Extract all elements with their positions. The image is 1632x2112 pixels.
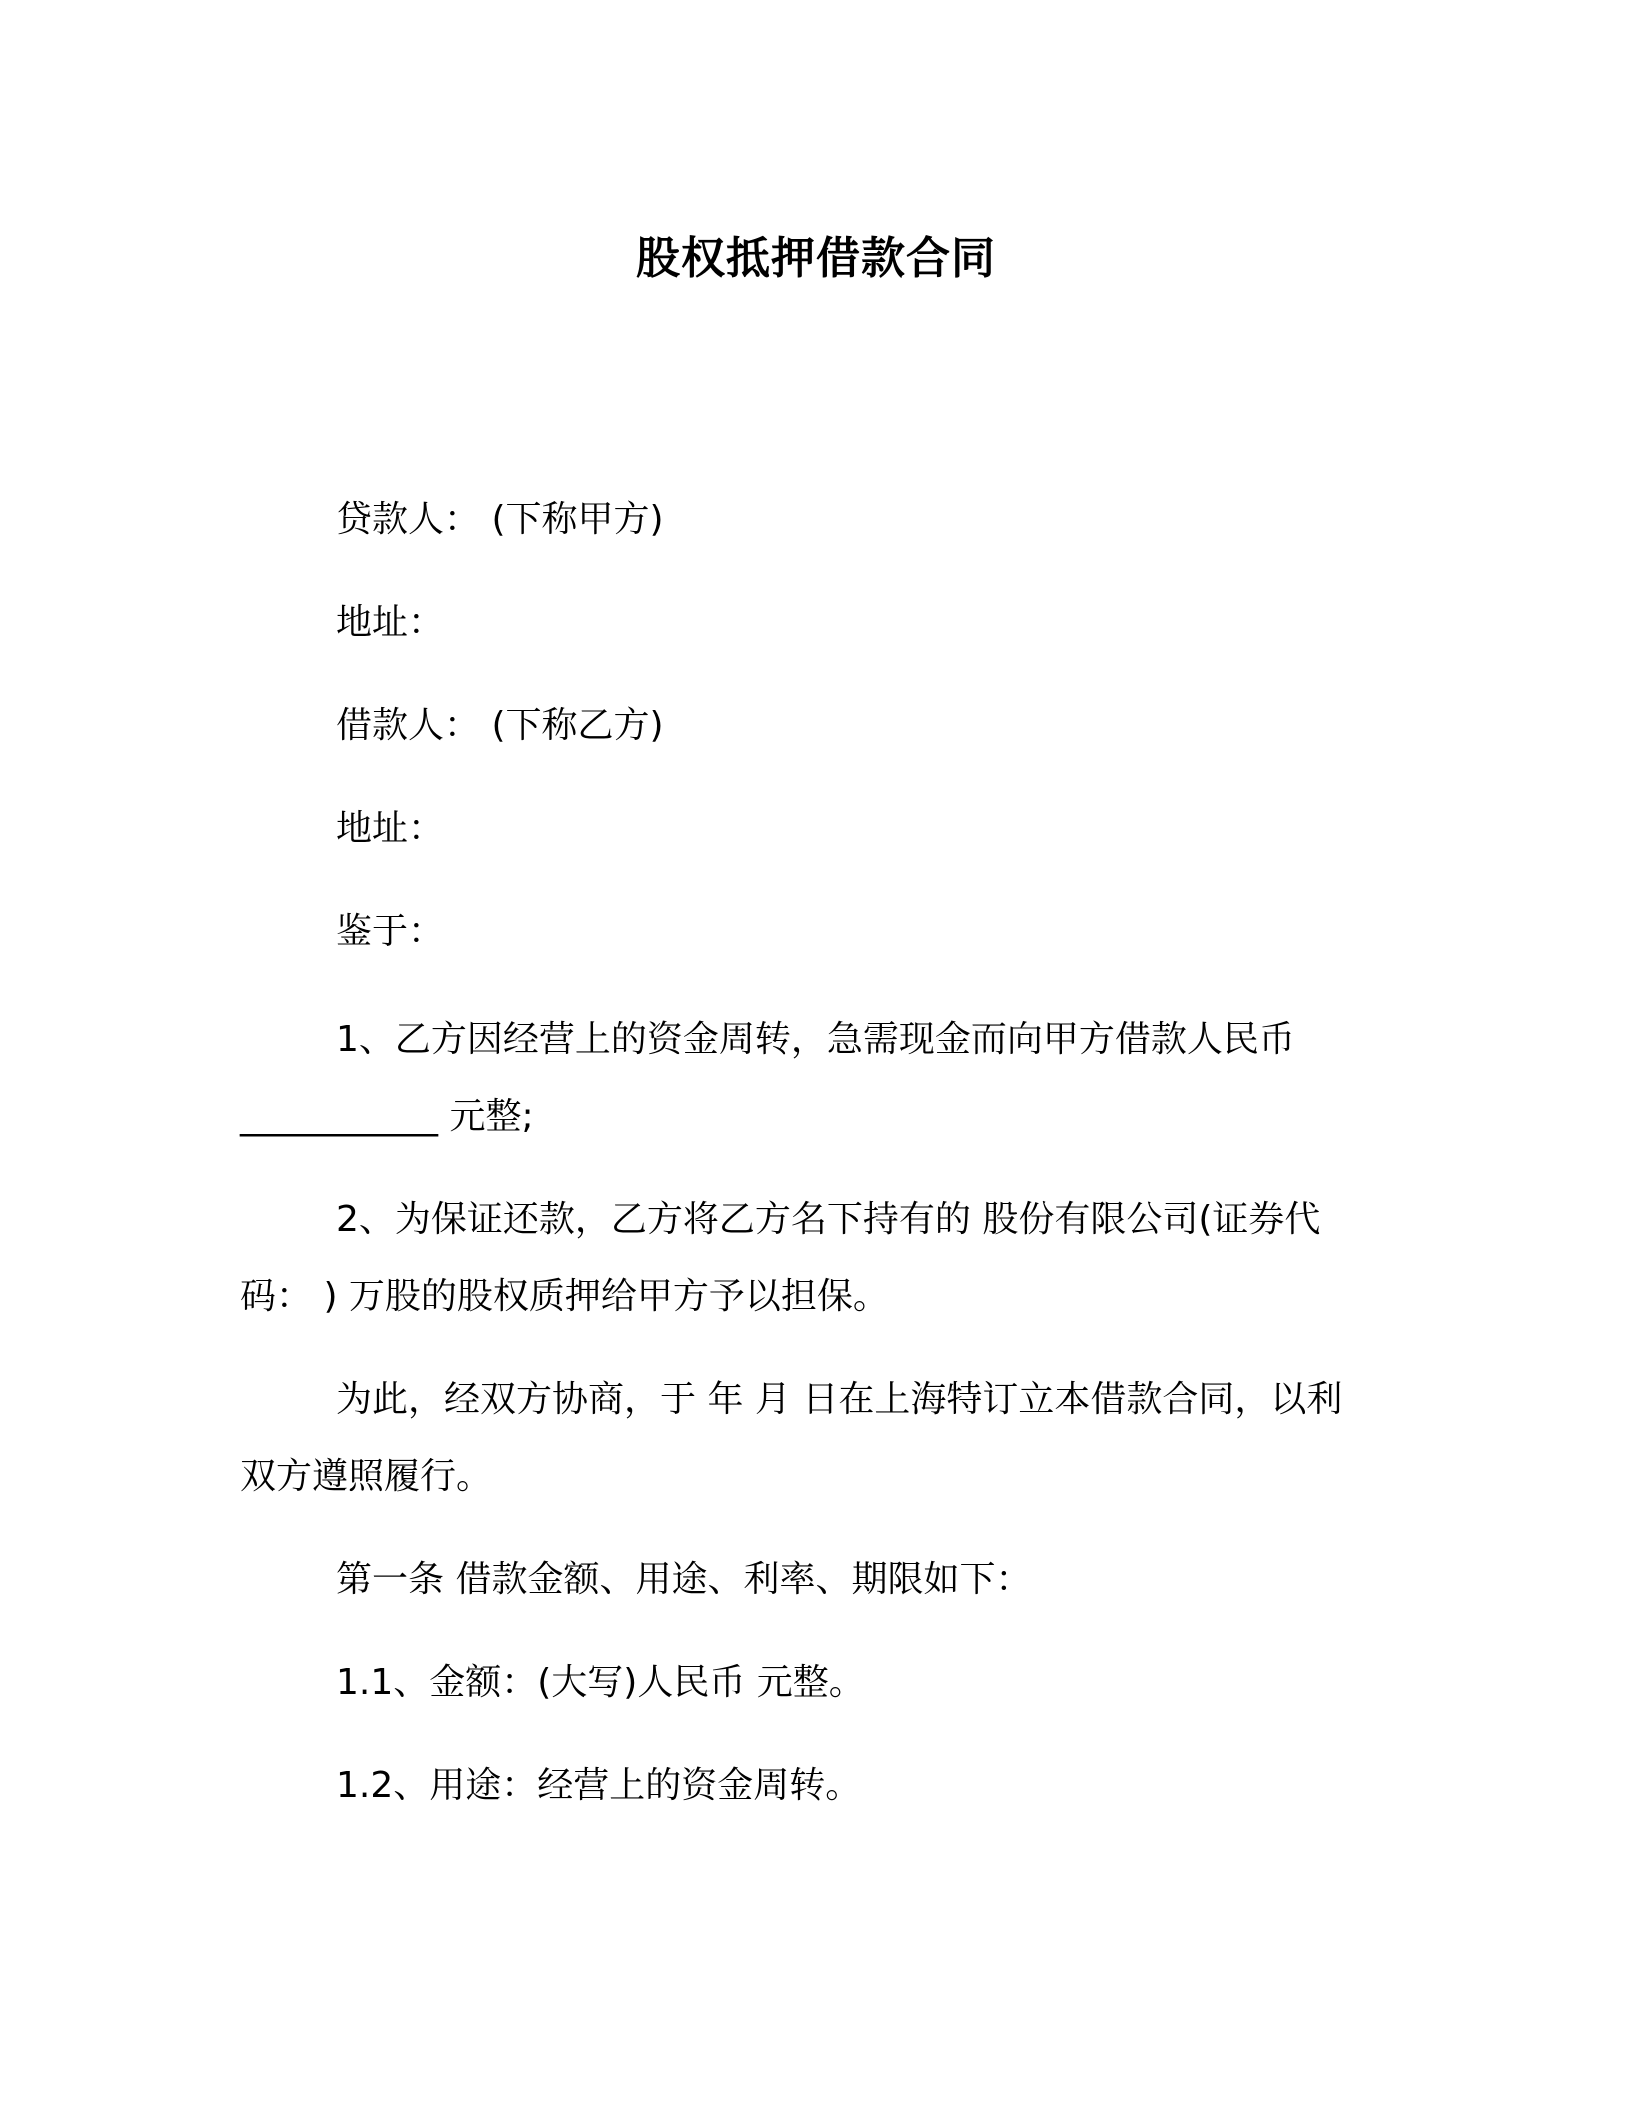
- whereas-line: 鉴于：: [336, 911, 445, 952]
- agreement-line-1: 为此，经双方协商，于 年 月 日在上海特订立本借款合同，以利: [336, 1379, 1343, 1420]
- recital-2-line-2: 码： ) 万股的股权质押给甲方予以担保。: [240, 1276, 889, 1317]
- borrower-address-line: 地址：: [336, 808, 445, 849]
- lender-line: 贷款人： (下称甲方): [336, 499, 664, 540]
- clause-1-1: 1.1、金额：(大写)人民币 元整。: [336, 1662, 865, 1703]
- recital-1-line-2: ___________ 元整;: [240, 1096, 534, 1137]
- document-title: 股权抵押借款合同: [636, 233, 996, 284]
- recital-2-line-1: 2、为保证还款，乙方将乙方名下持有的 股份有限公司(证券代: [336, 1199, 1321, 1240]
- borrower-line: 借款人： (下称乙方): [336, 705, 664, 746]
- lender-address-line: 地址：: [336, 602, 445, 643]
- agreement-line-2: 双方遵照履行。: [240, 1456, 493, 1497]
- recital-1-line-1: 1、乙方因经营上的资金周转，急需现金而向甲方借款人民币: [336, 1019, 1295, 1060]
- clause-1-2: 1.2、用途：经营上的资金周转。: [336, 1765, 862, 1806]
- article-1-heading: 第一条 借款金额、用途、利率、期限如下：: [336, 1559, 1032, 1600]
